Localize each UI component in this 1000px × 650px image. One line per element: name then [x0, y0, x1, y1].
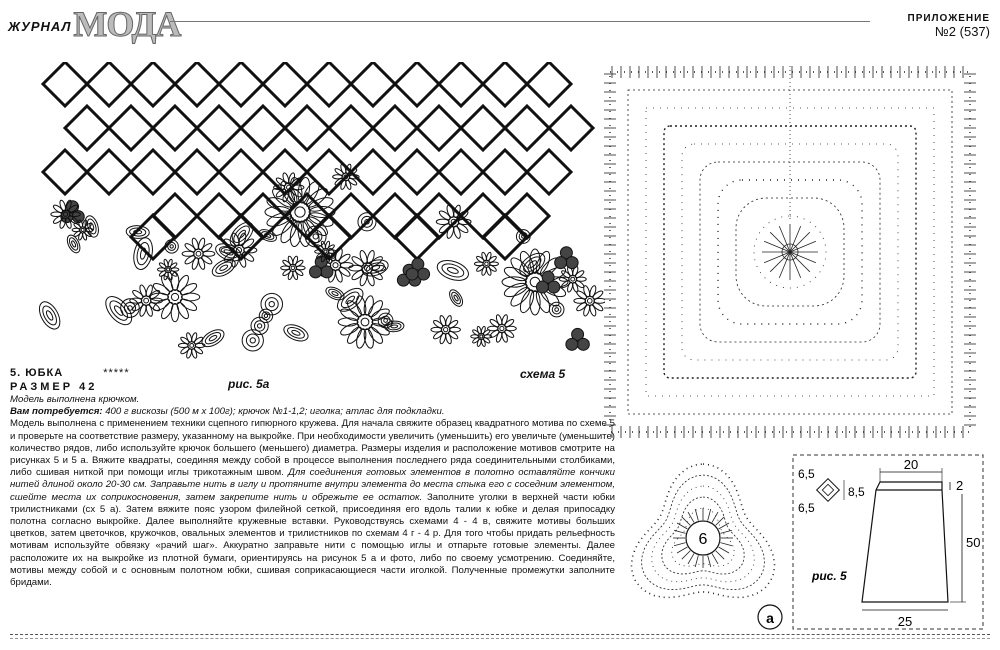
pattern-number-title: 5. ЮБКА [10, 367, 64, 379]
materials-line [10, 406, 615, 418]
square-motif-chart [600, 62, 980, 442]
bottom-rule [10, 634, 990, 635]
scheme-5-label: схема 5 [520, 367, 566, 381]
model-note: Модель выполнена крючком. [10, 394, 140, 405]
dim-square-side-b: 6,5 [798, 501, 815, 515]
supplement-label: ПРИЛОЖЕНИЕ [907, 13, 990, 24]
filet-diamond-grid [43, 62, 593, 259]
pattern-instructions [10, 394, 615, 589]
pattern-title [10, 367, 130, 379]
dim-square-side-a: 6,5 [798, 467, 815, 481]
lace-motifs [35, 164, 605, 359]
dim-square-diag: 8,5 [848, 485, 865, 499]
figure-5a-label: рис. 5а [228, 377, 270, 391]
magazine-logo: МОДА [73, 4, 181, 44]
motif-center-number: 6 [698, 531, 708, 548]
dim-bottom-width: 25 [897, 614, 913, 629]
dim-length: 50 [966, 535, 981, 550]
motif-letter: а [766, 610, 774, 626]
bottom-rule-secondary [10, 638, 990, 639]
materials-rest: 400 г вискозы (500 м х 100г); крючок №1-1,2; иголка; атлас для подкладки. [102, 406, 445, 418]
issue-info [908, 12, 991, 38]
instructions-paragraph [10, 418, 615, 589]
issue-number: №2 (537) [934, 24, 990, 39]
skirt-pattern-diagram [790, 452, 990, 632]
dim-waistband: 2 [956, 478, 964, 493]
magazine-header [8, 6, 180, 42]
header-rule [170, 21, 870, 22]
difficulty-stars: ***** [103, 367, 130, 379]
instructions-part-2: Для соединения готовых элементов в полотно оставляйте кончики нитей длиной около 20-30 см. Заправьте нить в иглу и протяните внутри элемента до места стыка его с соседним элементом, сшейте места их соприкосновения, затем закрепите нить и обрежьте ее остаток. [10, 467, 616, 503]
pattern-size: РАЗМЕР 42 [10, 381, 98, 393]
lace-panel-figure [35, 62, 605, 362]
trefoil-motif-chart [618, 452, 788, 632]
diagram-frame [793, 455, 983, 629]
figure-5-label: рис. 5 [812, 569, 847, 583]
instructions-part-1: Модель выполнена с применением техники сцепного гипюрного кружева. Для начала свяжите образец квадратного мотива по схеме 5 и проверьте на соответствие размеру, указанному на выкройке. При необходимости увеличить (уменьшить) его увеличьте (уменьшите) количество рядов, либо используйте крючок большего (меньшего) диаметра. Размеры изделия и расположение мотивов смотрите на рисунках 5 и 5 а. Вяжите квадраты, соединяя между собой в процессе выполнения последнего ряда соединительными столбиками, либо сшивая ниткой при помощи иглы трикотажным швом. [10, 418, 615, 479]
materials-lead: Вам потребуется: [10, 406, 103, 418]
instructions-part-3: Заполните уголки в верхней части юбки трилистниками (сх 5 а). Затем вяжите пояс узором филейной сеткой, присоединяя его вдоль талии к юбке и делая припосадку полотна согласно выкройке. Далее выполняйте кружевные вставки. Руководствуясь схемами 4 - 4 в, свяжите мотивы больших цветков, затем цветочков, кружочков, овальных элементов и трилистников по схемам 4 г - 4 р. Для того чтобы придать рельефность мотивам используйте обвязку «рачий шаг». Аккуратно заправьте нити с помощью иглы и отпарьте готовые элементы. Далее расположите их на выкройке из плотной бумаги, ориентируясь на рисунок 5 а и фото, либо по своему усмотрению. Соединяйте, мотивы между собой и с основным полотном юбки, сшивая соприкасающиеся части иголкой. Полученные промежутки заполните бридами. [10, 491, 615, 589]
dim-top-width: 20 [903, 457, 919, 472]
skirt-outline [862, 482, 948, 602]
square-motif-icon [817, 479, 844, 502]
magazine-word: ЖУРНАЛ [8, 19, 72, 34]
